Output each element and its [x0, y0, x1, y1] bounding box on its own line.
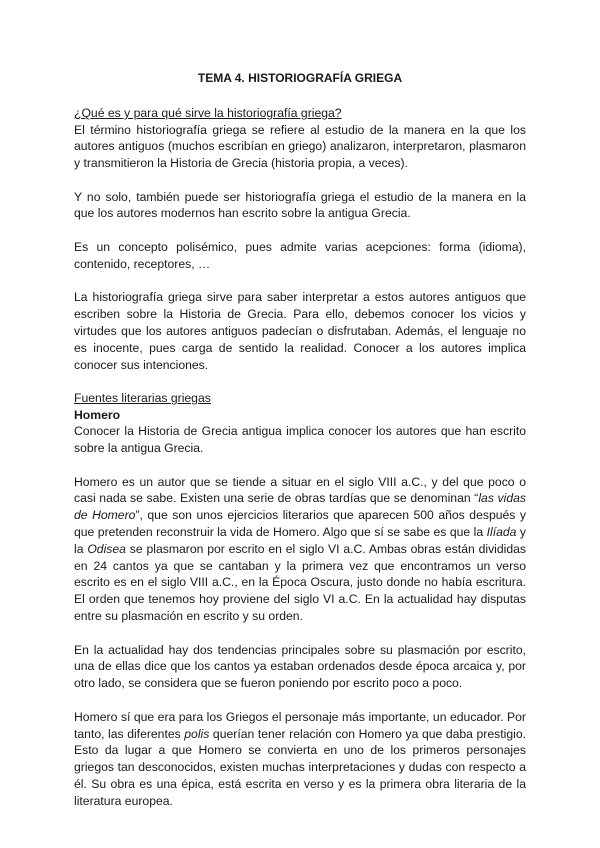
- text-run: Homero es un autor que se tiende a situar en el siglo VIII a.C., y del que poco o casi nada se sabe. Existen una serie de obras tardías que se denominan “: [74, 474, 526, 506]
- text-run: ”, que son unos ejercicios literarios que aparecen 500 años después y que pretenden reconstruir la vida de Homero. Algo que sí se sabe es que la: [74, 508, 527, 540]
- italic-odisea: Odisea: [87, 541, 126, 556]
- text-run: Homero sí que era para los Griegos el personaje más importante, un educador. Por tanto, las diferentes: [74, 709, 526, 741]
- document-title: TEMA 4. HISTORIOGRAFÍA GRIEGA: [197, 71, 403, 85]
- section-heading-fuentes: Fuentes literarias griegas: [74, 391, 211, 406]
- paragraph-definition: El término historiografía griega se refiere al estudio de la manera en la que los autores antiguos (muchos escribían en griego) analizaron, interpretaron, plasmaron y transmitieron la Historia de Grecia (historia propia, a veces).: [74, 122, 526, 171]
- paragraph-homero-importance: [74, 709, 526, 810]
- text-run: querían tener relación con Homero ya que daba prestigio. Esto da lugar a que Homero se convierta en uno de los primeros personajes griegos tan desconocidos, existen muchas interpretaciones y dudas con respecto a él. Su obra es una épica, está escrita en verso y es la primera obra literaria de la literatura europea.: [74, 726, 526, 808]
- section-heading-historiografia: ¿Qué es y para qué sirve la historiografía griega?: [74, 106, 342, 120]
- paragraph-tendencies: En la actualidad hay dos tendencias principales sobre su plasmación por escrito, una de ellas dice que los cantos ya estaban ordenados desde época arcaica y, por otro lado, se considera que se fueron poniendo por escrito poco a poco.: [74, 642, 526, 691]
- paragraph-polysemic: Es un concepto polisémico, pues admite varias acepciones: forma (idioma), contenido, receptores, …: [74, 240, 526, 271]
- italic-vidas-homero: las vidas de Homero: [74, 491, 526, 523]
- italic-iliada: Ilíada: [486, 525, 517, 540]
- text-run: y la: [74, 525, 526, 556]
- text-run: se plasmaron por escrito en el siglo VI a.C. Ambas obras están divididas en 24 cantos ya que se cantaban y la primera vez que encontramos un verso escrito es en el siglo VIII a.C., en la Época Oscura, justo donde no había escritura. El orden que tenemos hoy proviene del siglo VI a.C. En la actualidad hay disputas entre su plasmación en escrito y su orden.: [74, 541, 527, 624]
- paragraph-modern-authors: Y no solo, también puede ser historiografía griega el estudio de la manera en la que los autores modernos han escrito sobre la antigua Grecia.: [74, 189, 526, 221]
- paragraph-purpose: La historiografía griega sirve para saber interpretar a estos autores antiguos que escriben sobre la Historia de Grecia. Para ello, debemos conocer los vicios y virtudes que los autores antiguos padecían o disfrutaban. Además, el lenguaje no es inocente, pues carga de sentido la realidad. Conocer a los autores implica conocer sus intenciones.: [74, 290, 526, 372]
- subheading-homero: Homero: [74, 407, 121, 422]
- paragraph-homero-life: [74, 474, 526, 625]
- paragraph-intro-homero: Conocer la Historia de Grecia antigua implica conocer los autores que han escrito sobre la antigua Grecia.: [74, 424, 526, 456]
- italic-polis: polis: [184, 726, 210, 741]
- document-page: [74, 70, 526, 826]
